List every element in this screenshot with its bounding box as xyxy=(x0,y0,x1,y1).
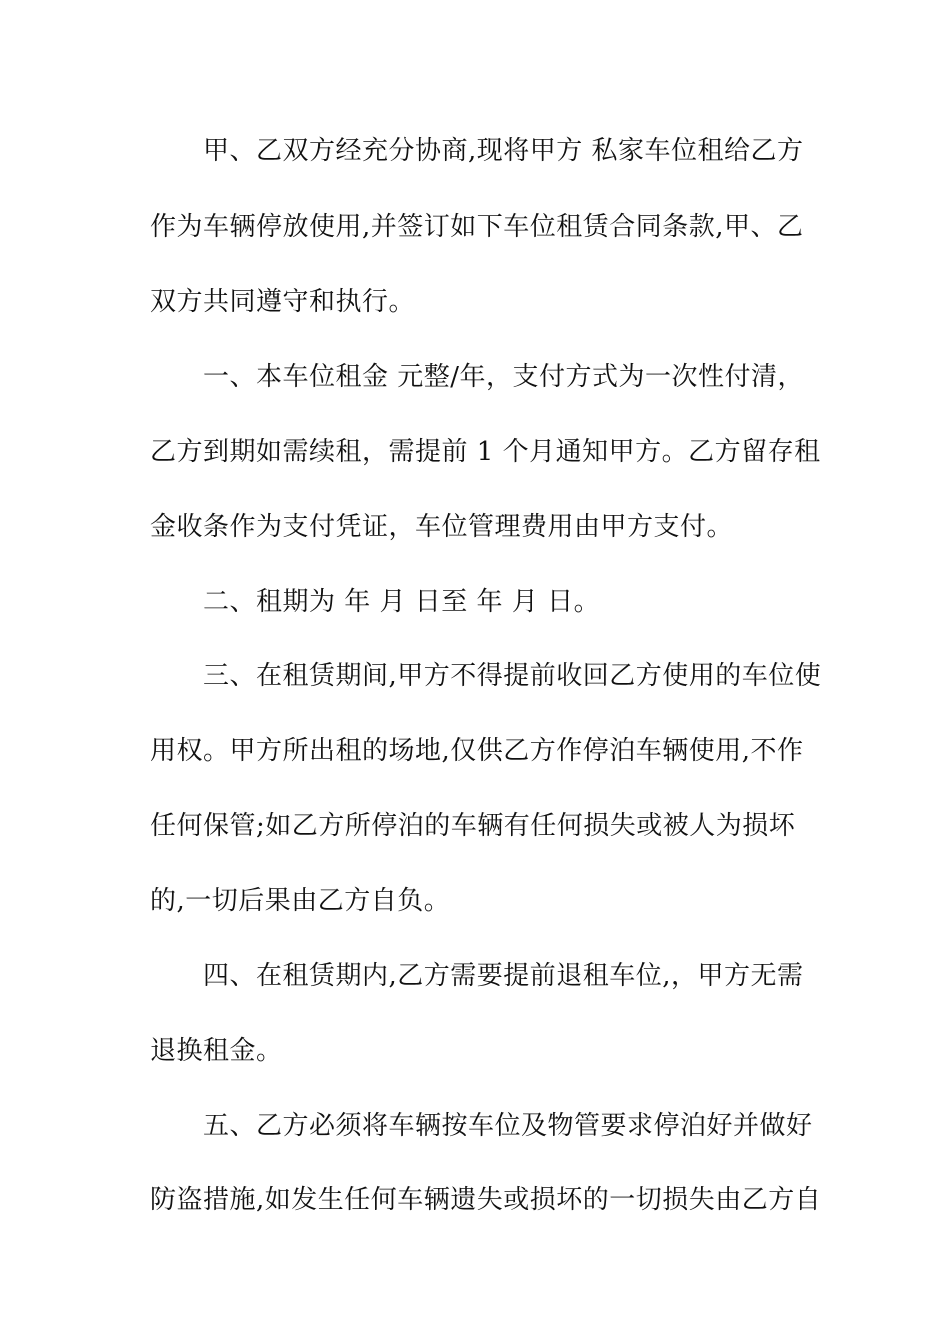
clause-3-line-2: 用权。甲方所出租的场地,仅供乙方作停泊车辆使用,不作 xyxy=(150,736,804,766)
clause-5-line-1: 五、乙方必须将车辆按车位及物管要求停泊好并做好 xyxy=(203,1111,813,1141)
clause-4-line-2: 退换租金。 xyxy=(150,1036,283,1066)
clause-3-line-1: 三、在租赁期间,甲方不得提前收回乙方使用的车位使 xyxy=(203,661,822,691)
clause-4-line-1: 四、在租赁期内,乙方需要提前退租车位,，甲方无需 xyxy=(203,961,804,991)
clause-5-line-2: 防盗措施,如发生任何车辆遗失或损坏的一切损失由乙方自 xyxy=(150,1185,822,1215)
paragraph-intro-line-2: 作为车辆停放使用,并签订如下车位租赁合同条款,甲、乙 xyxy=(150,212,804,242)
paragraph-intro-line-3: 双方共同遵守和执行。 xyxy=(150,287,416,317)
clause-1-line-3: 金收条作为支付凭证，车位管理费用由甲方支付。 xyxy=(150,512,734,542)
clause-2-line-1: 二、租期为 年 月 日至 年 月 日。 xyxy=(203,587,601,617)
clause-1-line-1: 一、本车位租金 元整/年，支付方式为一次性付清， xyxy=(203,362,805,392)
clause-3-line-3: 任何保管;如乙方所停泊的车辆有任何损失或被人为损坏 xyxy=(150,811,796,841)
paragraph-intro-line-1: 甲、乙双方经充分协商,现将甲方 私家车位租给乙方 xyxy=(203,136,804,166)
clause-3-line-4: 的,一切后果由乙方自负。 xyxy=(150,886,451,916)
clause-1-line-2: 乙方到期如需续租，需提前 1 个月通知甲方。乙方留存租 xyxy=(150,437,821,467)
